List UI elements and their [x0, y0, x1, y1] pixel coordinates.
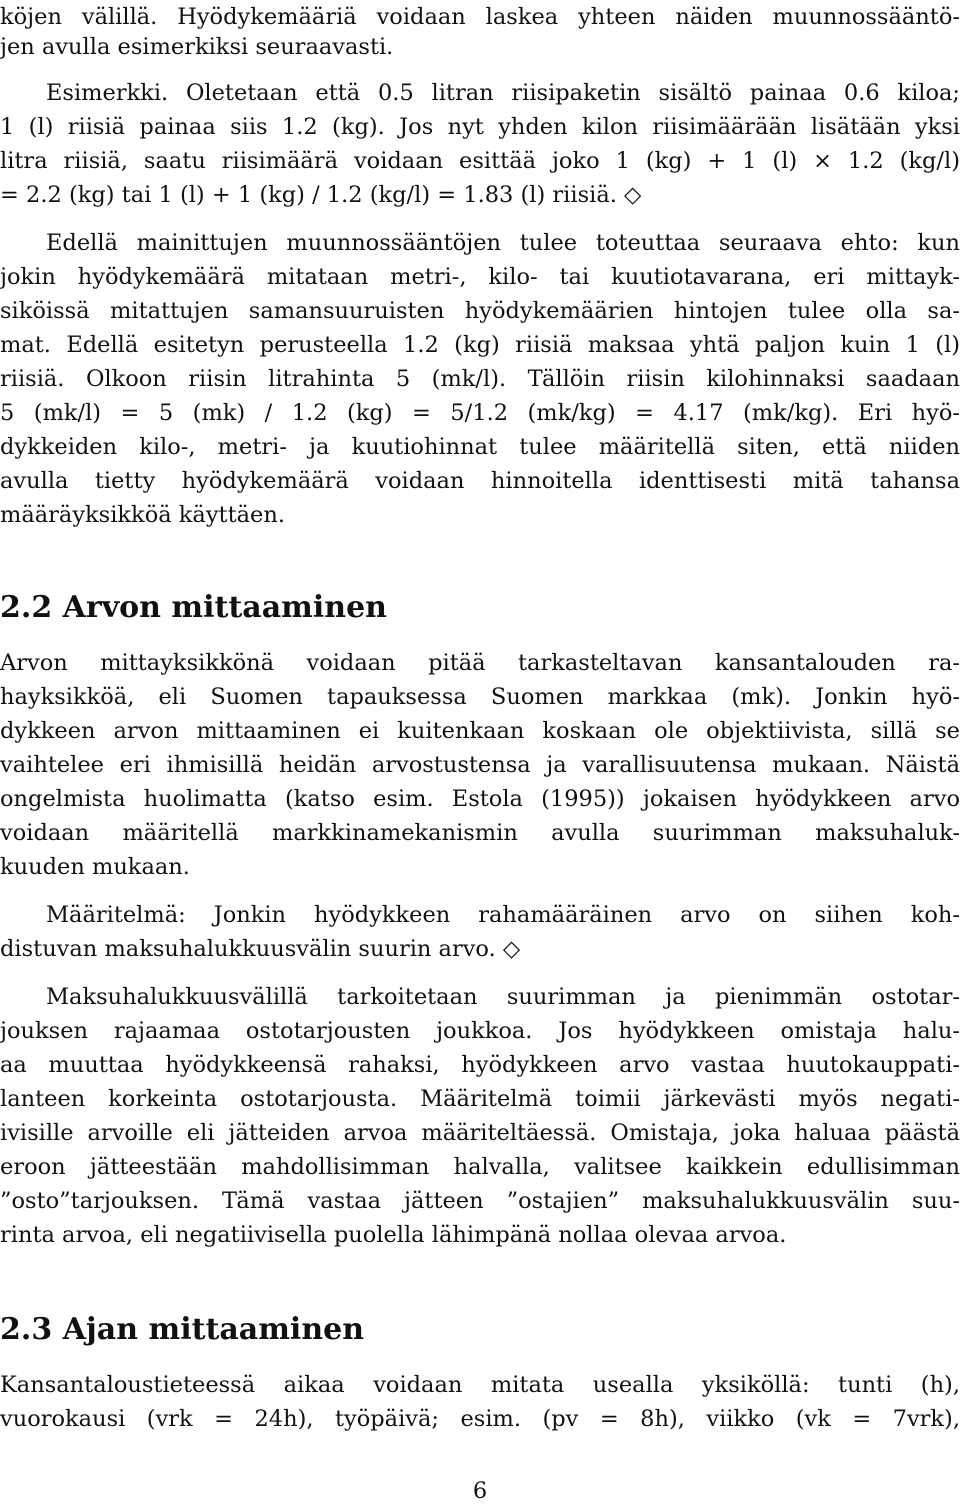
text-line: dykkeen arvon mittaaminen ei kuitenkaan koskaan ole objektiivista, sillä se	[0, 718, 960, 744]
text-line: eroon jätteestään mahdollisimman halvalla, valitsee kaikkein edullisimman	[0, 1154, 960, 1180]
example-line: 1 (l) riisiä painaa siis 1.2 (kg). Jos nyt yhden kilon riisimäärään lisätään yksi	[0, 114, 960, 140]
example-line: = 2.2 (kg) tai 1 (l) + 1 (kg) / 1.2 (kg/l) = 1.83 (l) riisiä. ◇	[0, 182, 642, 208]
example-line: litra riisiä, saatu riisimäärä voidaan esittää joko 1 (kg) + 1 (l) × 1.2 (kg/l)	[0, 148, 960, 174]
text-line: ongelmista huolimatta (katso esim. Estola (1995)) jokaisen hyödykkeen arvo	[0, 786, 960, 812]
text-line: rinta arvoa, eli negatiivisella puolella lähimpänä nollaa olevaa arvoa.	[0, 1222, 787, 1248]
example-line: Esimerkki. Oletetaan että 0.5 litran riisipaketin sisältö painaa 0.6 kiloa;	[46, 80, 960, 106]
text-line: siköissä mitattujen samansuuruisten hyödykemäärien hintojen tulee olla sa-	[0, 298, 960, 324]
text-line: jen avulla esimerkiksi seuraavasti.	[0, 34, 394, 60]
text-line: määräyksikköä käyttäen.	[0, 502, 286, 528]
text-line: Arvon mittayksikkönä voidaan pitää tarkasteltavan kansantalouden ra-	[0, 650, 960, 676]
text-line: avulla tietty hyödykemäärä voidaan hinnoitella identtisesti mitä tahansa	[0, 468, 960, 494]
page-number: 6	[472, 1478, 488, 1504]
text-line: mat. Edellä esitetyn perusteella 1.2 (kg) riisiä maksaa yhtä paljon kuin 1 (l)	[0, 332, 960, 358]
text-line: riisiä. Olkoon riisin litrahinta 5 (mk/l). Tällöin riisin kilohinnaksi saadaan	[0, 366, 960, 392]
text-line: vuorokausi (vrk = 24h), työpäivä; esim. (pv = 8h), viikko (vk = 7vrk),	[0, 1406, 960, 1432]
text-line: aa muuttaa hyödykkeensä rahaksi, hyödykkeen arvo vastaa huutokauppati-	[0, 1052, 960, 1078]
text-line: hayksikköä, eli Suomen tapauksessa Suomen markkaa (mk). Jonkin hyö-	[0, 684, 960, 710]
text-line: köjen välillä. Hyödykemääriä voidaan laskea yhteen näiden muunnossääntö-	[0, 4, 960, 30]
text-line: ivisille arvoille eli jätteiden arvoa määriteltäessä. Omistaja, joka haluaa päästä	[0, 1120, 960, 1146]
section-heading: 2.2 Arvon mittaaminen	[0, 590, 387, 625]
text-line: ”osto”tarjouksen. Tämä vastaa jätteen ”ostajien” maksuhalukkuusvälin suu-	[0, 1188, 960, 1214]
text-line: jokin hyödykemäärä mitataan metri-, kilo- tai kuutiotavarana, eri mittayk-	[0, 264, 960, 290]
definition-line: Määritelmä: Jonkin hyödykkeen rahamääräinen arvo on siihen koh-	[46, 902, 960, 928]
text-line: Maksuhalukkuusvälillä tarkoitetaan suurimman ja pienimmän ostotar-	[46, 984, 960, 1010]
text-line: 5 (mk/l) = 5 (mk) / 1.2 (kg) = 5/1.2 (mk/kg) = 4.17 (mk/kg). Eri hyö-	[0, 400, 960, 426]
text-line: Edellä mainittujen muunnossääntöjen tulee toteuttaa seuraava ehto: kun	[46, 230, 960, 256]
text-line: vaihtelee eri ihmisillä heidän arvostustensa ja varallisuutensa mukaan. Näistä	[0, 752, 960, 778]
text-line: dykkeiden kilo-, metri- ja kuutiohinnat tulee määritellä siten, että niiden	[0, 434, 960, 460]
text-line: lanteen korkeinta ostotarjousta. Määritelmä toimii järkevästi myös negati-	[0, 1086, 960, 1112]
text-line: voidaan määritellä markkinamekanismin avulla suurimman maksuhaluk-	[0, 820, 960, 846]
text-line: kuuden mukaan.	[0, 854, 190, 880]
text-line: Kansantaloustieteessä aikaa voidaan mitata usealla yksiköllä: tunti (h),	[0, 1372, 960, 1398]
section-heading: 2.3 Ajan mittaaminen	[0, 1312, 365, 1347]
definition-line: distuvan maksuhalukkuusvälin suurin arvo. ◇	[0, 936, 521, 962]
text-line: jouksen rajaamaa ostotarjousten joukkoa. Jos hyödykkeen omistaja halu-	[0, 1018, 960, 1044]
